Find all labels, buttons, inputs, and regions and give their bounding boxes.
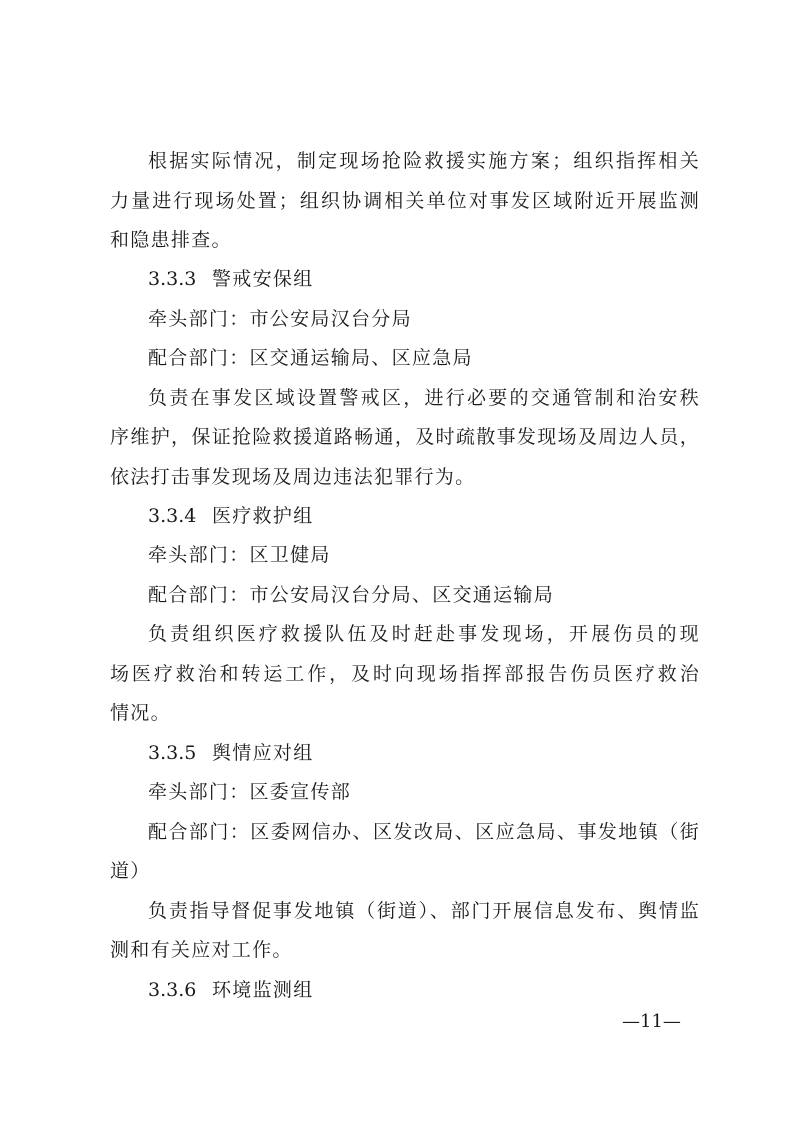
section-heading-3-3-4 (148, 503, 700, 529)
section-heading-3-3-6 (148, 977, 700, 1003)
paragraph-line: 序维护，保证抢险救援道路畅通，及时疏散事发现场及周边人员， (110, 426, 700, 448)
section-number: 3.3.4 (148, 505, 197, 527)
section-title: 环境监测组 (212, 979, 314, 1001)
paragraph-line: 情况。 (110, 702, 171, 724)
paragraph-line: 根据实际情况，制定现场抢险救援实施方案；组织指挥相关 (148, 150, 700, 172)
lead-department: 牵头部门：区委宣传部 (148, 781, 352, 803)
paragraph-line: 负责指导督促事发地镇（街道）、部门开展信息发布、舆情监 (148, 900, 700, 922)
section-title: 警戒安保组 (212, 268, 314, 290)
section-number: 3.3.6 (148, 979, 197, 1001)
lead-department: 牵头部门：市公安局汉台分局 (148, 308, 412, 330)
section-title: 舆情应对组 (212, 742, 314, 764)
paragraph-line: 和隐患排查。 (110, 229, 232, 251)
paragraph-line: 负责在事发区域设置警戒区，进行必要的交通管制和治安秩 (148, 387, 700, 409)
paragraph-line: 依法打击事发现场及周边违法犯罪行为。 (110, 466, 476, 488)
section-heading-3-3-5 (148, 740, 700, 766)
section-number: 3.3.3 (148, 268, 197, 290)
cooperating-departments: 配合部门：区委网信办、区发改局、区应急局、事发地镇（街 (148, 821, 700, 843)
cooperating-departments-cont: 道） (110, 860, 151, 882)
section-heading-3-3-3 (148, 266, 700, 292)
paragraph-line: 负责组织医疗救援队伍及时赶赴事发现场，开展伤员的现 (148, 623, 700, 645)
paragraph-line: 力量进行现场处置；组织协调相关单位对事发区域附近开展监测 (110, 190, 700, 212)
section-title: 医疗救护组 (212, 505, 314, 527)
section-number: 3.3.5 (148, 742, 197, 764)
paragraph-line: 场医疗救治和转运工作，及时向现场指挥部报告伤员医疗救治 (110, 663, 700, 685)
cooperating-departments: 配合部门：区交通运输局、区应急局 (148, 347, 473, 369)
cooperating-departments: 配合部门：市公安局汉台分局、区交通运输局 (148, 584, 555, 606)
page-number: —11— (622, 1011, 681, 1032)
lead-department: 牵头部门：区卫健局 (148, 544, 331, 566)
paragraph-line: 测和有关应对工作。 (110, 939, 293, 961)
